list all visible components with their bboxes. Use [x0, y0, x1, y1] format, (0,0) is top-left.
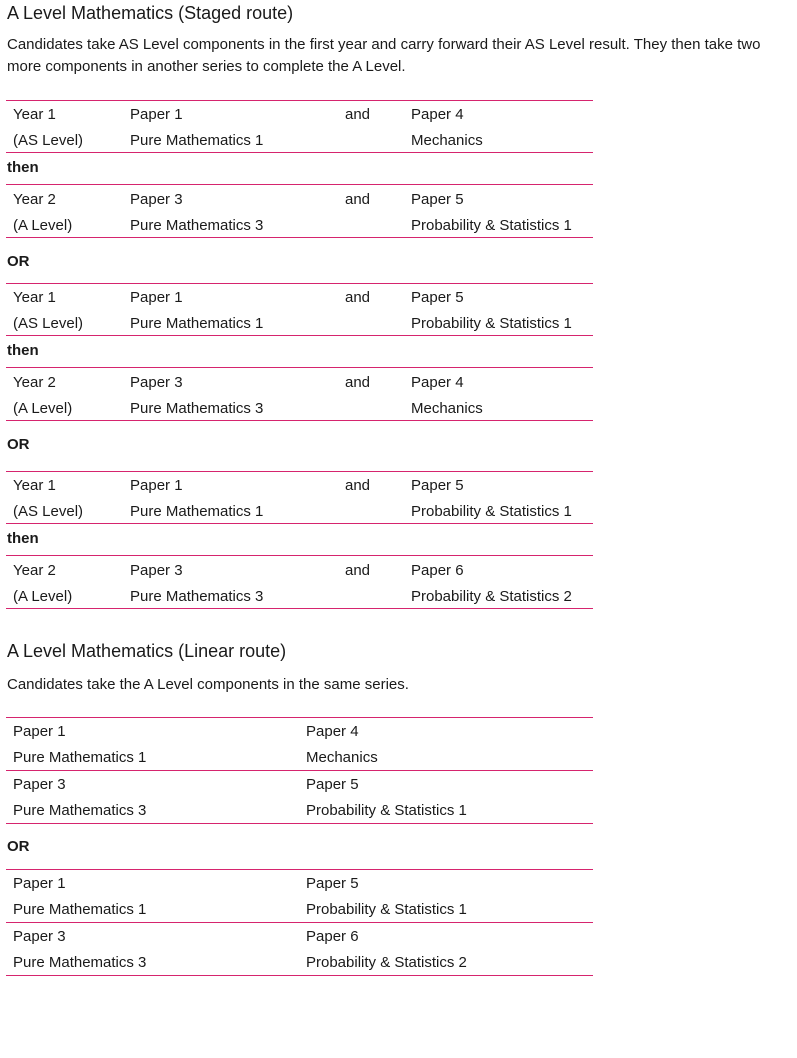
- table-rule: [6, 335, 593, 336]
- year-label: Year 2: [13, 562, 56, 579]
- or-label: OR: [7, 838, 30, 855]
- paper-b-name: Probability & Statistics 1: [306, 901, 467, 918]
- linear-route-title: A Level Mathematics (Linear route): [7, 641, 287, 661]
- staged-route-intro: Candidates take AS Level components in the first year and carry forward their AS Level result. They then take two more components in another series to complete the A Level.: [7, 36, 761, 75]
- paper-a-number: Paper 3: [13, 928, 66, 945]
- paper-a-number: Paper 1: [13, 875, 66, 892]
- paper-b-number: Paper 5: [411, 191, 464, 208]
- and-connector: and: [345, 289, 371, 306]
- paper-b-number: Paper 5: [306, 776, 359, 793]
- paper-a-name: Pure Mathematics 3: [130, 217, 264, 234]
- level-label: (A Level): [13, 400, 73, 417]
- year-label: Year 1: [13, 106, 56, 123]
- paper-a-name: Pure Mathematics 1: [130, 315, 264, 332]
- paper-b-number: Paper 4: [411, 374, 464, 391]
- paper-a-number: Paper 1: [130, 477, 183, 494]
- table-rule: [6, 100, 593, 101]
- and-connector: and: [345, 106, 371, 123]
- paper-a-name: Pure Mathematics 3: [130, 588, 264, 605]
- linear-route-intro: Candidates take the A Level components in the same series.: [7, 676, 409, 693]
- table-rule: [6, 922, 593, 923]
- paper-b-name: Probability & Statistics 1: [411, 503, 572, 520]
- then-label: then: [7, 530, 39, 547]
- paper-a-name: Pure Mathematics 1: [13, 901, 147, 918]
- then-label: then: [7, 342, 39, 359]
- table-rule: [6, 367, 593, 368]
- level-label: (AS Level): [13, 132, 84, 149]
- table-rule: [6, 555, 593, 556]
- table-rule: [6, 523, 593, 524]
- or-label: OR: [7, 253, 30, 270]
- paper-b-number: Paper 6: [306, 928, 359, 945]
- paper-b-number: Paper 4: [306, 723, 359, 740]
- paper-b-number: Paper 6: [411, 562, 464, 579]
- and-connector: and: [345, 562, 371, 579]
- year-label: Year 2: [13, 374, 56, 391]
- and-connector: and: [345, 191, 371, 208]
- level-label: (AS Level): [13, 503, 84, 520]
- paper-a-name: Pure Mathematics 3: [13, 802, 147, 819]
- paper-b-name: Probability & Statistics 1: [411, 217, 572, 234]
- table-rule: [6, 283, 593, 284]
- paper-b-name: Probability & Statistics 1: [306, 802, 467, 819]
- year-label: Year 2: [13, 191, 56, 208]
- table-rule: [6, 184, 593, 185]
- level-label: (AS Level): [13, 315, 84, 332]
- table-rule: [6, 608, 593, 609]
- paper-a-name: Pure Mathematics 3: [130, 400, 264, 417]
- paper-a-number: Paper 1: [13, 723, 66, 740]
- paper-a-number: Paper 3: [130, 562, 183, 579]
- table-rule: [6, 869, 593, 870]
- paper-b-name: Probability & Statistics 2: [306, 954, 467, 971]
- paper-b-number: Paper 5: [306, 875, 359, 892]
- paper-a-number: Paper 3: [130, 191, 183, 208]
- table-rule: [6, 717, 593, 718]
- table-rule: [6, 420, 593, 421]
- paper-a-name: Pure Mathematics 1: [13, 749, 147, 766]
- and-connector: and: [345, 374, 371, 391]
- paper-b-name: Probability & Statistics 2: [411, 588, 572, 605]
- paper-b-name: Mechanics: [306, 749, 378, 766]
- paper-b-number: Paper 5: [411, 289, 464, 306]
- table-rule: [6, 823, 593, 824]
- table-rule: [6, 237, 593, 238]
- paper-b-name: Mechanics: [411, 132, 483, 149]
- table-rule: [6, 770, 593, 771]
- paper-a-name: Pure Mathematics 3: [13, 954, 147, 971]
- year-label: Year 1: [13, 477, 56, 494]
- paper-a-name: Pure Mathematics 1: [130, 503, 264, 520]
- staged-route-title: A Level Mathematics (Staged route): [7, 3, 294, 23]
- paper-a-number: Paper 3: [130, 374, 183, 391]
- paper-a-name: Pure Mathematics 1: [130, 132, 264, 149]
- paper-a-number: Paper 3: [13, 776, 66, 793]
- paper-b-number: Paper 4: [411, 106, 464, 123]
- paper-a-number: Paper 1: [130, 289, 183, 306]
- table-rule: [6, 152, 593, 153]
- paper-a-number: Paper 1: [130, 106, 183, 123]
- table-rule: [6, 471, 593, 472]
- paper-b-number: Paper 5: [411, 477, 464, 494]
- paper-b-name: Probability & Statistics 1: [411, 315, 572, 332]
- then-label: then: [7, 159, 39, 176]
- paper-b-name: Mechanics: [411, 400, 483, 417]
- level-label: (A Level): [13, 217, 73, 234]
- year-label: Year 1: [13, 289, 56, 306]
- or-label: OR: [7, 436, 30, 453]
- level-label: (A Level): [13, 588, 73, 605]
- table-rule: [6, 975, 593, 976]
- and-connector: and: [345, 477, 371, 494]
